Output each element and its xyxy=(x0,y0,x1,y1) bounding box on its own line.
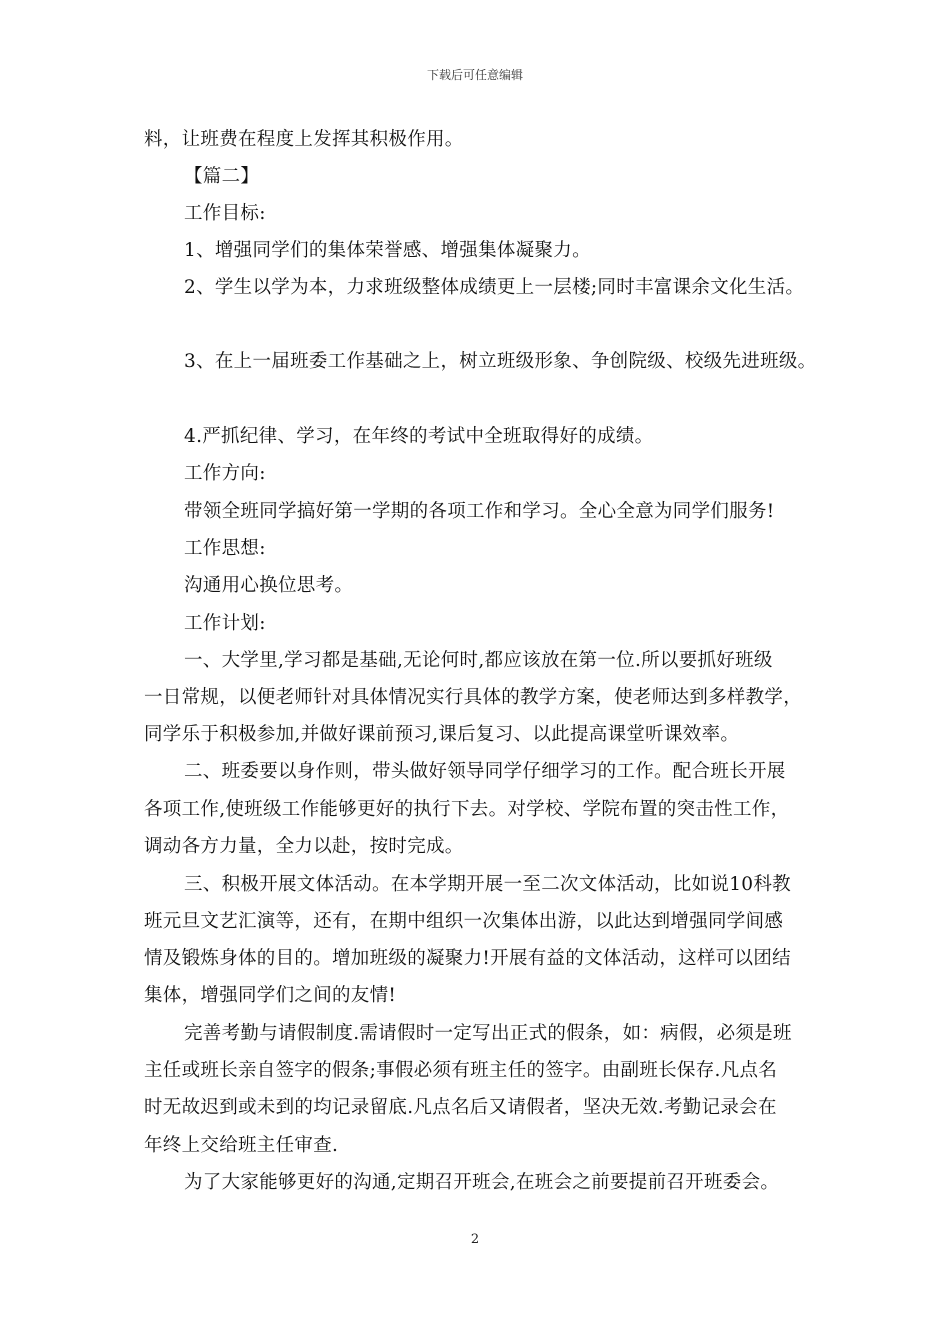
list-item: 4.严抓纪律、学习，在年终的考试中全班取得好的成绩。 xyxy=(184,426,654,447)
body-line: 班元旦文艺汇演等，还有，在期中组织一次集体出游，以此达到增强同学间感 xyxy=(144,911,784,932)
subheading: 工作目标: xyxy=(184,203,266,224)
subheading: 工作方向: xyxy=(184,463,266,484)
body-line: 完善考勤与请假制度.需请假时一定写出正式的假条，如：病假，必须是班 xyxy=(184,1023,792,1044)
body-line: 一日常规，以便老师针对具体情况实行具体的教学方案，使老师达到多样教学， xyxy=(144,687,803,708)
list-item: 2、学生以学为本，力求班级整体成绩更上一层楼;同时丰富课余文化生活。 xyxy=(184,277,805,298)
page-header: 下载后可任意编辑 xyxy=(426,68,523,82)
list-item: 1、增强同学们的集体荣誉感、增强集体凝聚力。 xyxy=(184,240,591,261)
list-item: 3、在上一届班委工作基础之上，树立班级形象、争创院级、校级先进班级。 xyxy=(184,351,817,372)
subheading: 工作计划: xyxy=(184,613,266,634)
body-line: 情及锻炼身体的目的。增加班级的凝聚力!开展有益的文体活动，这样可以团结 xyxy=(144,948,791,969)
body-line: 时无故迟到或未到的均记录留底.凡点名后又请假者，坚决无效.考勤记录会在 xyxy=(144,1097,777,1118)
body-line: 年终上交给班主任审查. xyxy=(144,1135,339,1156)
page-number: 2 xyxy=(470,1232,480,1247)
body-line: 料，让班费在程度上发挥其积极作用。 xyxy=(144,129,464,150)
body-line: 为了大家能够更好的沟通,定期召开班会,在班会之前要提前召开班委会。 xyxy=(184,1172,780,1193)
body-line: 一、大学里,学习都是基础,无论何时,都应该放在第一位.所以要抓好班级 xyxy=(184,650,773,671)
subheading: 工作思想: xyxy=(184,538,266,559)
body-line: 调动各方力量，全力以赴，按时完成。 xyxy=(144,836,464,857)
body-line: 主任或班长亲自签字的假条;事假必须有班主任的签字。由副班长保存.凡点名 xyxy=(144,1060,778,1081)
body-line: 二、班委要以身作则，带头做好领导同学仔细学习的工作。配合班长开展 xyxy=(184,761,786,782)
body-line: 各项工作,使班级工作能够更好的执行下去。对学校、学院布置的突击性工作， xyxy=(144,799,790,820)
body-line: 沟通用心换位思考。 xyxy=(184,575,354,596)
section-heading: 【篇二】 xyxy=(184,166,260,187)
body-line: 同学乐于积极参加,并做好课前预习,课后复习、以此提高课堂听课效率。 xyxy=(144,724,740,745)
body-line: 集体，增强同学们之间的友情! xyxy=(144,985,397,1006)
body-line: 三、积极开展文体活动。在本学期开展一至二次文体活动，比如说10科教 xyxy=(184,874,791,895)
body-line: 带领全班同学搞好第一学期的各项工作和学习。全心全意为同学们服务! xyxy=(184,501,775,522)
